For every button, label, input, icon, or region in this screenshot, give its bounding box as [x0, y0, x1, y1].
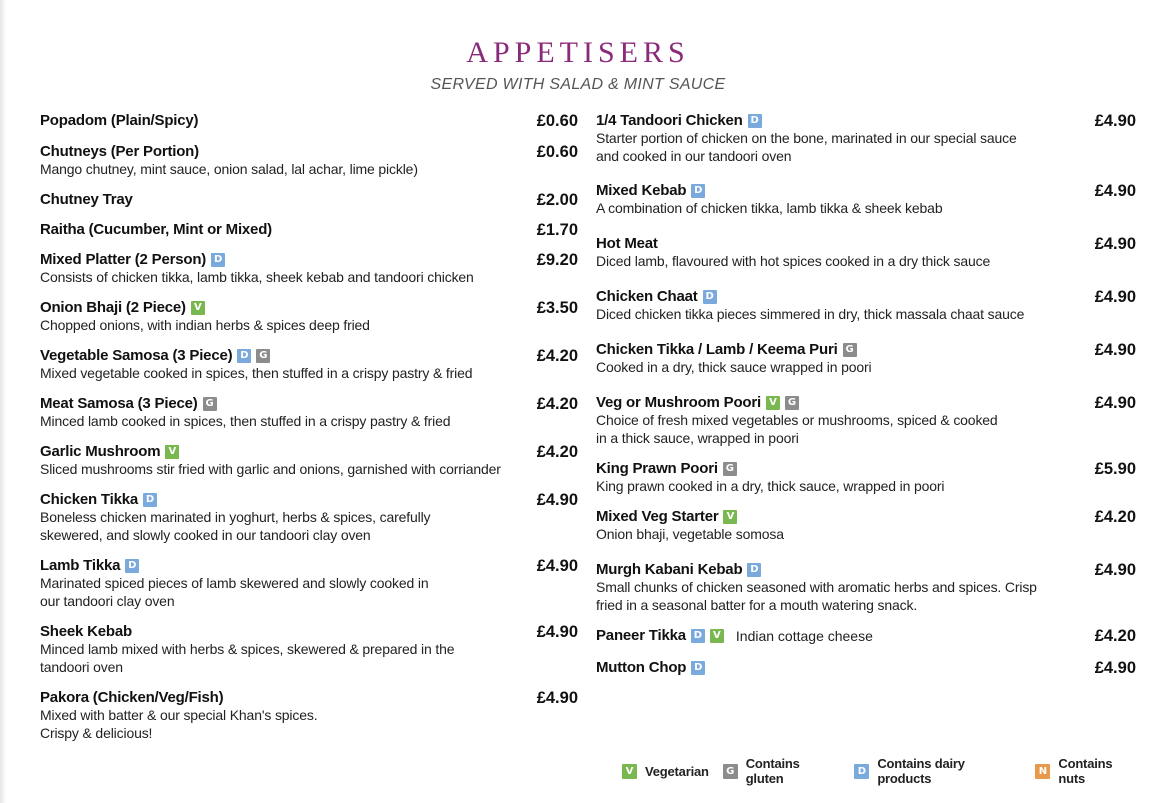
- vegetarian-badge: V: [723, 510, 737, 524]
- item-price: £4.90: [1094, 394, 1136, 412]
- gluten-badge: G: [203, 397, 217, 411]
- item-name: Raitha (Cucumber, Mint or Mixed): [40, 221, 272, 238]
- item-price: £4.20: [536, 443, 578, 461]
- dairy-badge: D: [748, 114, 762, 128]
- item-name: Mutton Chop: [596, 659, 687, 676]
- menu-header: [0, 36, 1156, 94]
- dairy-badge: D: [691, 629, 705, 643]
- dairy-badge: D: [237, 349, 251, 363]
- menu-item: [40, 491, 578, 544]
- menu-item: [40, 347, 578, 382]
- item-description: Mixed with batter & our special Khan's spices.: [40, 707, 318, 723]
- item-price: £4.20: [536, 395, 578, 413]
- gluten-badge: G: [256, 349, 270, 363]
- menu-item: [40, 443, 578, 478]
- menu-item: [40, 191, 578, 208]
- menu-item: [596, 112, 1136, 165]
- menu-item: [40, 112, 578, 129]
- dairy-badge: D: [747, 563, 761, 577]
- item-name: Mixed Platter (2 Person): [40, 251, 207, 268]
- legend-label: Contains nuts: [1058, 756, 1113, 786]
- legend-item: [622, 764, 709, 779]
- gluten-badge: G: [843, 343, 857, 357]
- item-description: Boneless chicken marinated in yoghurt, herbs & spices, carefully: [40, 509, 431, 525]
- menu-item: [40, 143, 578, 178]
- item-description: Marinated spiced pieces of lamb skewered and slowly cooked in: [40, 575, 429, 591]
- menu-item: [596, 341, 1136, 376]
- item-description: fried in a seasonal batter for a mouth watering snack.: [596, 597, 918, 613]
- dairy-badge: D: [854, 764, 869, 779]
- gluten-badge: G: [723, 764, 738, 779]
- item-price: £4.90: [1094, 235, 1136, 253]
- item-name: Mixed Kebab: [596, 182, 687, 199]
- legend-label: Contains dairy products: [877, 756, 965, 786]
- item-price: £4.90: [536, 557, 578, 575]
- item-description: Onion bhaji, vegetable somosa: [596, 526, 784, 542]
- menu-item: [596, 182, 1136, 217]
- item-price: £4.90: [536, 491, 578, 509]
- menu-item: [40, 221, 578, 238]
- menu-item: [40, 689, 578, 742]
- dairy-badge: D: [691, 184, 705, 198]
- item-description: Minced lamb cooked in spices, then stuffed in a crispy pastry & fried: [40, 413, 451, 429]
- dairy-badge: D: [703, 290, 717, 304]
- item-price: £0.60: [536, 143, 578, 161]
- item-price: £4.90: [536, 689, 578, 707]
- gluten-badge: G: [785, 396, 799, 410]
- menu-item: [596, 659, 1136, 676]
- item-name: Paneer Tikka: [596, 627, 686, 644]
- item-name: Veg or Mushroom Poori: [596, 394, 761, 411]
- legend-item: [854, 756, 1021, 786]
- item-description: Consists of chicken tikka, lamb tikka, sheek kebab and tandoori chicken: [40, 269, 474, 285]
- item-description: our tandoori clay oven: [40, 593, 175, 609]
- section-subtitle: SERVED WITH SALAD & MINT SAUCE: [430, 76, 726, 93]
- item-description: Cooked in a dry, thick sauce wrapped in poori: [596, 359, 872, 375]
- item-name: Pakora (Chicken/Veg/Fish): [40, 689, 224, 706]
- item-description: in a thick sauce, wrapped in poori: [596, 430, 799, 446]
- item-price: £4.90: [1094, 341, 1136, 359]
- vegetarian-badge: V: [165, 445, 179, 459]
- menu-item: [596, 288, 1136, 323]
- item-price: £5.90: [1094, 460, 1136, 478]
- item-description: King prawn cooked in a dry, thick sauce, wrapped in poori: [596, 478, 945, 494]
- item-description: Chopped onions, with indian herbs & spices deep fried: [40, 317, 370, 333]
- legend-label: Vegetarian: [645, 763, 709, 779]
- item-description: and cooked in our tandoori oven: [596, 148, 792, 164]
- vegetarian-badge: V: [766, 396, 780, 410]
- nuts-badge: N: [1035, 764, 1050, 779]
- menu-item: [596, 394, 1136, 447]
- dairy-badge: D: [125, 559, 139, 573]
- page-edge-shadow: [0, 0, 6, 803]
- item-name: Murgh Kabani Kebab: [596, 561, 743, 578]
- item-price: £4.20: [1094, 627, 1136, 645]
- item-name: Popadom (Plain/Spicy): [40, 112, 199, 129]
- legend-label: Contains gluten: [745, 756, 800, 786]
- menu-item: [596, 508, 1136, 543]
- item-name: Onion Bhaji (2 Piece): [40, 299, 186, 316]
- item-description: A combination of chicken tikka, lamb tikka & sheek kebab: [596, 200, 943, 216]
- dairy-badge: D: [143, 493, 157, 507]
- dietary-legend: [622, 756, 1156, 786]
- item-name: Chicken Tikka / Lamb / Keema Puri: [596, 341, 838, 358]
- right-menu-column: [596, 112, 1136, 676]
- item-name: King Prawn Poori: [596, 460, 718, 477]
- item-price: £4.90: [1094, 561, 1136, 579]
- menu-item: [40, 299, 578, 334]
- item-description: Mixed vegetable cooked in spices, then stuffed in a crispy pastry & fried: [40, 365, 473, 381]
- item-price: £4.90: [536, 623, 578, 641]
- item-price: £3.50: [536, 299, 578, 317]
- item-price: £4.20: [1094, 508, 1136, 526]
- item-price: £9.20: [536, 251, 578, 269]
- menu-item: [40, 623, 578, 676]
- item-name: Hot Meat: [596, 235, 658, 252]
- item-price: £1.70: [536, 221, 578, 239]
- item-name: Chicken Tikka: [40, 491, 139, 508]
- item-name: Chutneys (Per Portion): [40, 143, 199, 160]
- menu-item: [596, 561, 1136, 614]
- item-description: Crispy & delicious!: [40, 725, 153, 741]
- vegetarian-badge: V: [710, 629, 724, 643]
- vegetarian-badge: V: [191, 301, 205, 315]
- item-name: 1/4 Tandoori Chicken: [596, 112, 743, 129]
- item-description: Diced lamb, flavoured with hot spices cooked in a dry thick sauce: [596, 253, 991, 269]
- item-description: Choice of fresh mixed vegetables or mushrooms, spiced & cooked: [596, 412, 998, 428]
- item-description: Starter portion of chicken on the bone, marinated in our special sauce: [596, 130, 1017, 146]
- item-description: Diced chicken tikka pieces simmered in dry, thick massala chaat sauce: [596, 306, 1025, 322]
- item-note: Indian cottage cheese: [735, 627, 873, 644]
- item-name: Chicken Chaat: [596, 288, 698, 305]
- item-price: £0.60: [536, 112, 578, 130]
- item-name: Chutney Tray: [40, 191, 133, 208]
- item-name: Lamb Tikka: [40, 557, 121, 574]
- item-name: Mixed Veg Starter: [596, 508, 719, 525]
- item-description: Mango chutney, mint sauce, onion salad, lal achar, lime pickle): [40, 161, 418, 177]
- item-description: Sliced mushrooms stir fried with garlic and onions, garnished with corriander: [40, 461, 501, 477]
- item-price: £4.90: [1094, 112, 1136, 130]
- item-description: Small chunks of chicken seasoned with aromatic herbs and spices. Crisp: [596, 579, 1037, 595]
- item-description: tandoori oven: [40, 659, 123, 675]
- item-price: £4.90: [1094, 288, 1136, 306]
- item-description: Minced lamb mixed with herbs & spices, skewered & prepared in the: [40, 641, 455, 657]
- legend-item: [723, 756, 841, 786]
- dairy-badge: D: [211, 253, 225, 267]
- menu-item: [40, 557, 578, 610]
- item-name: Garlic Mushroom: [40, 443, 161, 460]
- item-price: £2.00: [536, 191, 578, 209]
- legend-item: [1035, 756, 1142, 786]
- menu-item: [596, 627, 1136, 644]
- item-price: £4.20: [536, 347, 578, 365]
- left-menu-column: [40, 112, 578, 742]
- item-price: £4.90: [1094, 182, 1136, 200]
- menu-item: [40, 251, 578, 286]
- item-name: Meat Samosa (3 Piece): [40, 395, 198, 412]
- item-price: £4.90: [1094, 659, 1136, 677]
- item-name: Vegetable Samosa (3 Piece): [40, 347, 233, 364]
- dairy-badge: D: [691, 661, 705, 675]
- item-description: skewered, and slowly cooked in our tandoori clay oven: [40, 527, 371, 543]
- menu-item: [596, 235, 1136, 270]
- menu-item: [40, 395, 578, 430]
- item-name: Sheek Kebab: [40, 623, 133, 640]
- gluten-badge: G: [723, 462, 737, 476]
- section-title: APPETISERS: [466, 36, 690, 69]
- menu-item: [596, 460, 1136, 495]
- vegetarian-badge: V: [622, 764, 637, 779]
